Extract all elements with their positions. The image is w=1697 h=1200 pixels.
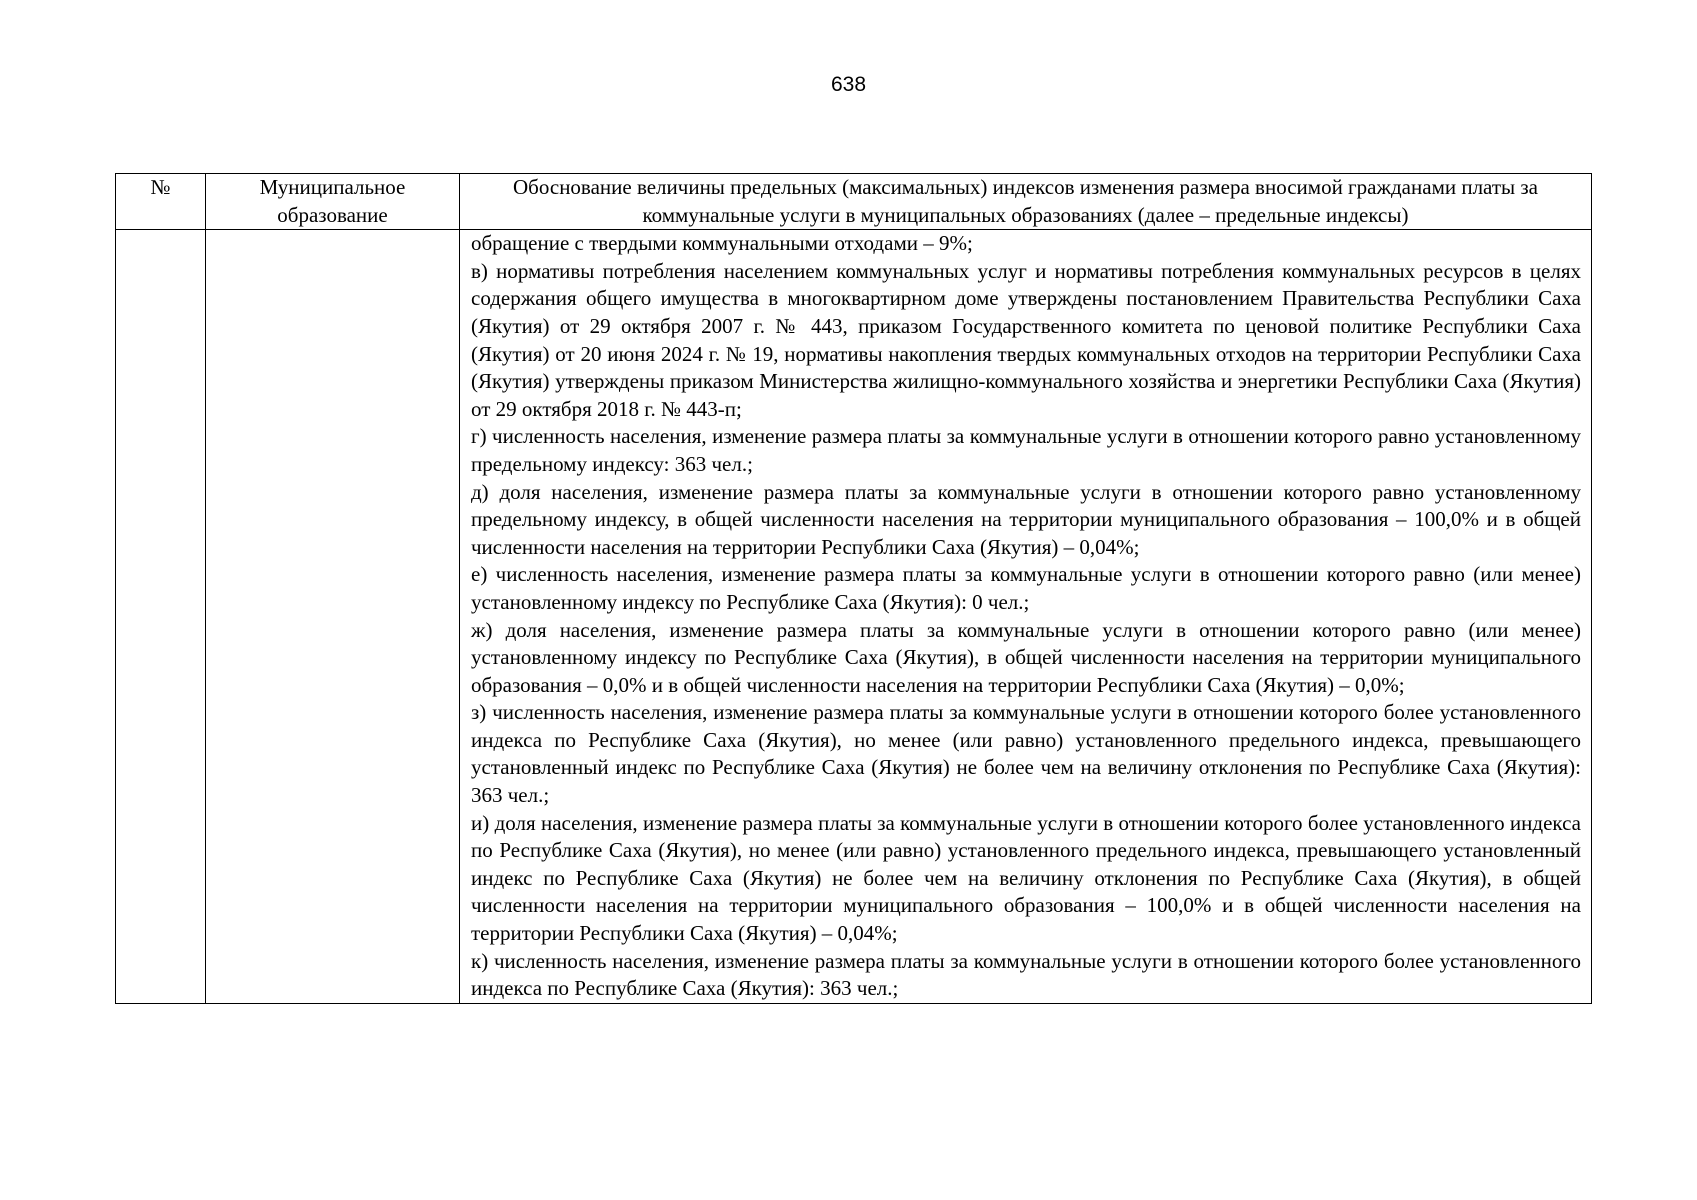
- table-header-row: [116, 174, 1592, 230]
- cell-justification: [460, 230, 1592, 1004]
- paragraph-g-population: г) численность населения, изменение размера платы за коммунальные услуги в отношении которого равно установленному предельному индексу: 363 чел.;: [471, 424, 1581, 476]
- cell-number: [116, 230, 206, 1004]
- header-municipality: Муниципальное образование: [206, 174, 460, 230]
- table-row: [116, 230, 1592, 1004]
- header-justification: Обоснование величины предельных (максимальных) индексов изменения размера вносимой гражданами платы за коммунальные услуги в муниципальных образованиях (далее – предельные индексы): [460, 174, 1592, 230]
- paragraph-i-share: и) доля населения, изменение размера платы за коммунальные услуги в отношении которого более установленного индекса по Республике Саха (Якутия), но менее (или равно) установленного предельного индекса, превышающего установленный индекс по Республике Саха (Якутия) не более чем на величину отклонения по Республике Саха (Якутия), в общей численности населения на территории муниципального образования – 100,0% и в общей численности населения на территории Республики Саха (Якутия) – 0,04%;: [471, 810, 1581, 946]
- page-number: 638: [830, 73, 867, 96]
- paragraph-k-population: к) численность населения, изменение размера платы за коммунальные услуги в отношении которого более установленного индекса по Республике Саха (Якутия): 363 чел.;: [471, 948, 1581, 1001]
- header-number: №: [116, 174, 206, 230]
- paragraph-d-share: д) доля населения, изменение размера платы за коммунальные услуги в отношении которого равно установленному предельному индексу, в общей численности населения на территории муниципального образования – 100,0% и в общей численности населения на территории Республики Саха (Якутия) – 0,04%;: [471, 479, 1581, 559]
- paragraph-v-norms: в) нормативы потребления населением коммунальных услуг и нормативы потребления коммунальных ресурсов в целях содержания общего имущества в многоквартирном доме утверждены постановлением Правительства Республики Саха (Якутия) от 29 октября 2007 г. № 443, приказом Государственного комитета по ценовой политике Республики Саха (Якутия) от 20 июня 2024 г. № 19, нормативы накопления твердых коммунальных отходов на территории Республики Саха (Якутия) утверждены приказом Министерства жилищно-коммунального хозяйства и энергетики Республики Саха (Якутия) от 29 октября 2018 г. № 443-п;: [471, 258, 1581, 421]
- paragraph-waste-index: обращение с твердыми коммунальными отходами – 9%;: [471, 231, 973, 256]
- paragraph-e-population: е) численность населения, изменение размера платы за коммунальные услуги в отношении которого равно (или менее) установленному индексу по Республике Саха (Якутия): 0 чел.;: [471, 562, 1581, 614]
- cell-municipality: [206, 230, 460, 1004]
- paragraph-z-population: з) численность населения, изменение размера платы за коммунальные услуги в отношении которого более установленного индекса по Республике Саха (Якутия), но менее (или равно) установленного предельного индекса, превышающего установленный индекс по Республике Саха (Якутия) не более чем на величину отклонения по Республике Саха (Якутия): 363 чел.;: [471, 700, 1581, 808]
- justification-table: [115, 173, 1592, 1004]
- paragraph-zh-share: ж) доля населения, изменение размера платы за коммунальные услуги в отношении которого равно (или менее) установленному индексу по Республике Саха (Якутия), в общей численности населения на территории муниципального образования – 0,0% и в общей численности населения на территории Республики Саха (Якутия) – 0,0%;: [471, 617, 1581, 697]
